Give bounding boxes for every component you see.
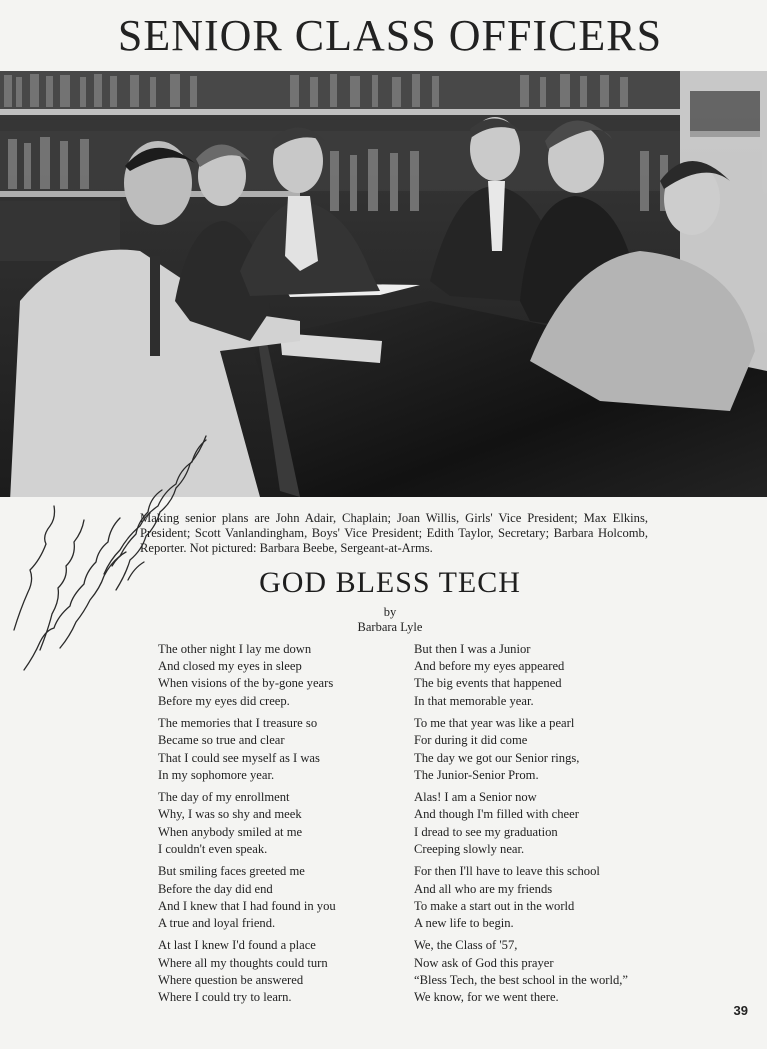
poem-line: At last I knew I'd found a place	[158, 938, 316, 953]
stanza	[414, 863, 628, 932]
page-number: 39	[733, 1003, 748, 1018]
poem-line: To make a start out in the world	[414, 898, 575, 913]
poem-line: When visions of the by-gone years	[158, 676, 334, 691]
poem-line: Why, I was so shy and meek	[158, 807, 302, 822]
poem-line: And before my eyes appeared	[414, 659, 565, 674]
photo-caption: Making senior plans are John Adair, Chaplain; Joan Willis, Girls' Vice President; Max Elkins, President; Scott Vanlandingham, Boys' Vice President; Edith Taylor, Secretary; Barbara Holcomb, Reporter. Not pictured: Barbara Beebe, Sergeant-at-Arms.	[140, 511, 648, 555]
poem-line: Now ask of God this prayer	[414, 955, 554, 970]
poem-line: In my sophomore year.	[158, 767, 275, 782]
poem-line: I couldn't even speak.	[158, 841, 268, 856]
poem-author: Barbara Lyle	[357, 620, 423, 634]
poem-line: We, the Class of '57,	[414, 938, 518, 953]
stanza	[414, 715, 628, 784]
poem-line: Before my eyes did creep.	[158, 693, 290, 708]
page-title: SENIOR CLASS OFFICERS	[117, 11, 663, 60]
poem-line: Where all my thoughts could turn	[158, 955, 328, 970]
poem-line: When anybody smiled at me	[158, 824, 303, 839]
poem-title: GOD BLESS TECH	[259, 566, 521, 599]
poem-line: Where question be answered	[158, 972, 304, 987]
poem-line: Before the day did end	[158, 881, 273, 896]
stanza	[158, 641, 336, 710]
poem-line: A true and loyal friend.	[158, 915, 276, 930]
poem-line: Where I could try to learn.	[158, 990, 292, 1005]
poem-line: The memories that I treasure so	[158, 716, 318, 731]
stanza	[158, 715, 336, 784]
poem-line: Creeping slowly near.	[414, 841, 525, 856]
poem-left-column	[158, 641, 336, 1012]
poem-line: The big events that happened	[414, 676, 562, 691]
poem-line: And though I'm filled with cheer	[414, 807, 579, 822]
poem-line: The day we got our Senior rings,	[414, 750, 580, 765]
poem-line: I dread to see my graduation	[414, 824, 558, 839]
stanza	[158, 863, 336, 932]
poem-line: We know, for we went there.	[414, 990, 559, 1005]
poem-line: In that memorable year.	[414, 693, 534, 708]
poem-line: “Bless Tech, the best school in the world,”	[414, 972, 628, 987]
poem-by: by	[383, 605, 397, 619]
stanza	[158, 937, 336, 1006]
stanza	[158, 789, 336, 858]
poem-line: And closed my eyes in sleep	[158, 659, 302, 674]
poem-line: A new life to begin.	[414, 915, 514, 930]
poem-line: That I could see myself as I was	[158, 750, 320, 765]
poem-line: Became so true and clear	[158, 733, 285, 748]
poem-right-column	[414, 641, 628, 1012]
poem-line: For then I'll have to leave this school	[414, 864, 600, 879]
poem-line: And all who are my friends	[414, 881, 553, 896]
poem-line: To me that year was like a pearl	[414, 716, 575, 731]
stanza	[414, 641, 628, 710]
stanza	[414, 789, 628, 858]
poem-line: Alas! I am a Senior now	[414, 790, 537, 805]
poem-line: The other night I lay me down	[158, 642, 312, 656]
photo-drawing	[0, 71, 767, 497]
stanza	[414, 937, 628, 1006]
poem-line: And I knew that I had found in you	[158, 898, 336, 913]
poem-line: But then I was a Junior	[414, 642, 531, 656]
poem-line: For during it did come	[414, 733, 528, 748]
poem-line: The day of my enrollment	[158, 790, 290, 805]
poem-line: But smiling faces greeted me	[158, 864, 305, 879]
poem-line: The Junior-Senior Prom.	[414, 767, 539, 782]
group-photo	[0, 71, 767, 497]
